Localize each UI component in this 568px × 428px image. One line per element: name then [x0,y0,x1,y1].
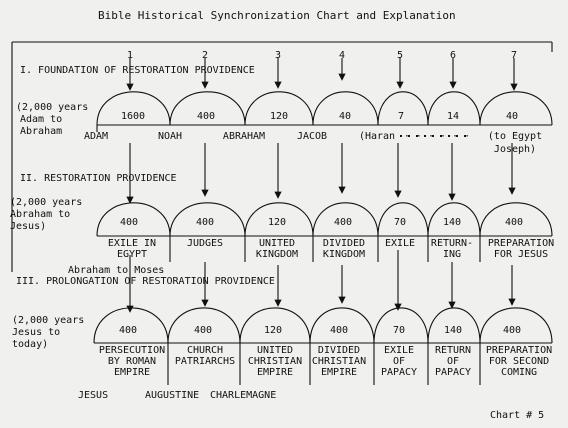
column-number-5: 5 [396,50,404,61]
section-3-value-6: 140 [443,325,463,336]
section-2-value-2: 400 [195,217,215,228]
section-2-heading: II. RESTORATION PROVIDENCE [20,173,177,184]
section-2-value-3: 120 [267,217,287,228]
arrow-s1-s2-7-head [509,188,515,194]
section-1-name-4: JACOB [296,131,328,142]
column-number-2: 2 [201,50,209,61]
section-2-label-2a: JUDGES [186,238,224,249]
section-2-label-3b: KINGDOM [255,249,299,260]
section-2-value-7: 400 [504,217,524,228]
arrow-s1-s2-5-head [395,191,401,197]
section-2-label-6b: ING [442,249,462,260]
section-2-value-5: 70 [393,217,407,228]
section-1-name-6: · · · · · · [403,131,471,142]
arrow-s1-s2-1-head [127,197,133,203]
section-2-label-6a: RETURN- [430,238,474,249]
section-3-label-7a: PREPARATION [485,345,553,356]
arrow-s1-s2-3-head [275,192,281,198]
footer-name-charlemagne: CHARLEMAGNE [210,390,277,401]
section-3-label-6c: PAPACY [434,367,472,378]
section-2-label-7a: PREPARATION [487,238,555,249]
footer-name-jesus: JESUS [78,390,109,401]
section-1-value-1: 1600 [120,111,146,122]
section-1-value-4: 40 [338,111,352,122]
chart-number-label: Chart # 5 [490,410,545,421]
section-1-value-7: 40 [505,111,519,122]
section-3-value-2: 400 [193,325,213,336]
section-3-value-4: 400 [329,325,349,336]
section-1-value-3: 120 [269,111,289,122]
section-3-label-3b: CHRISTIAN [247,356,303,367]
section-3-label-6b: OF [446,356,460,367]
section-1-name-2: NOAH [157,131,183,142]
section-2-label-4a: DIVIDED [322,238,366,249]
column-number-7: 7 [510,50,518,61]
top-arrow-5-head [397,82,403,88]
top-arrow-7-head [511,84,517,90]
column-number-6: 6 [449,50,457,61]
section-1-value-6: 14 [446,111,460,122]
section-3-label-4c: EMPIRE [320,367,358,378]
arrow-s1-s2-4-head [339,187,345,193]
top-arrow-4-head [339,74,345,80]
section-3-label-6a: RETURN [434,345,472,356]
section-3-value-3: 120 [263,325,283,336]
column-number-4: 4 [338,50,346,61]
section-2-label-1a: EXILE IN [107,238,157,249]
section-1-name-1: ADAM [83,131,109,142]
arrow-s2-s3-7-head [509,299,515,305]
section-2-value-6: 140 [442,217,462,228]
top-arrow-1-head [127,84,133,90]
section-3-span-line-2: Jesus to [12,327,61,338]
top-arrow-2-head [202,82,208,88]
arrow-s1-s2-2-head [202,190,208,196]
section-3-label-5b: OF [392,356,406,367]
top-arrow-3-head [275,82,281,88]
section-1-span-line-2: Adam to [20,114,63,125]
section-3-value-7: 400 [502,325,522,336]
section-1-span-line-1: (2,000 years [16,102,89,113]
arrow-s2-s3-3-head [275,300,281,306]
section-2-span-line-1: (2,000 years [10,197,83,208]
section-3-label-5c: PAPACY [380,367,418,378]
section-3-label-4a: DIVIDED [317,345,361,356]
section-1-value-2: 400 [196,111,216,122]
section-1-heading: I. FOUNDATION OF RESTORATION PROVIDENCE [20,65,255,76]
section-1-name-7b: Joseph) [493,144,537,155]
arrow-s2-s3-5-head [395,304,401,310]
section-1-name-3: ABRAHAM [222,131,266,142]
arrow-s2-s3-2-head [202,300,208,306]
column-number-3: 3 [274,50,282,61]
section-3-label-2b: PATRIARCHS [174,356,236,367]
section-2-label-7b: FOR JESUS [493,249,549,260]
section-3-label-1b: BY ROMAN [107,356,157,367]
section-3-label-2a: CHURCH [186,345,224,356]
section-2-label-3a: UNITED [258,238,296,249]
section-3-label-7b: FOR SECOND [488,356,550,367]
top-arrow-6-head [450,82,456,88]
footer-name-augustine: AUGUSTINE [145,390,200,401]
section-3-value-1: 400 [118,325,138,336]
section-2-label-1b: EGYPT [116,249,148,260]
abraham-to-moses-note: Abraham to Moses [68,265,165,276]
section-3-label-7c: COMING [500,367,538,378]
arrow-s1-s2-6-head [449,194,455,200]
section-3-span-line-1: (2,000 years [12,315,85,326]
arrow-s2-s3-4-head [339,297,345,303]
section-1-value-5: 7 [397,111,405,122]
section-3-value-5: 70 [392,325,406,336]
section-3-label-1a: PERSECUTION [98,345,166,356]
section-2-span-line-2: Abraham to [10,209,71,220]
section-2-label-5a: EXILE [384,238,416,249]
section-3-label-4b: CHRISTIAN [311,356,367,367]
section-2-value-1: 400 [119,217,139,228]
chart-title: Bible Historical Synchronization Chart and Explanation [98,9,456,22]
section-2-value-4: 400 [333,217,353,228]
section-3-label-3c: EMPIRE [256,367,294,378]
column-number-1: 1 [126,50,134,61]
arrow-s2-s3-1-head [127,306,133,312]
section-3-span-line-3: today) [12,339,49,350]
section-1-name-5: (Haran [358,131,396,142]
arrow-s2-s3-6-head [449,302,455,308]
section-1-span-line-3: Abraham [20,126,63,137]
section-2-span-line-3: Jesus) [10,221,47,232]
section-3-label-1c: EMPIRE [113,367,151,378]
section-3-label-5a: EXILE [383,345,415,356]
section-3-heading: III. PROLONGATION OF RESTORATION PROVIDENCE [16,276,275,287]
section-3-label-3a: UNITED [256,345,294,356]
section-2-label-4b: KINGDOM [322,249,366,260]
section-1-name-7: (to Egypt [487,131,543,142]
